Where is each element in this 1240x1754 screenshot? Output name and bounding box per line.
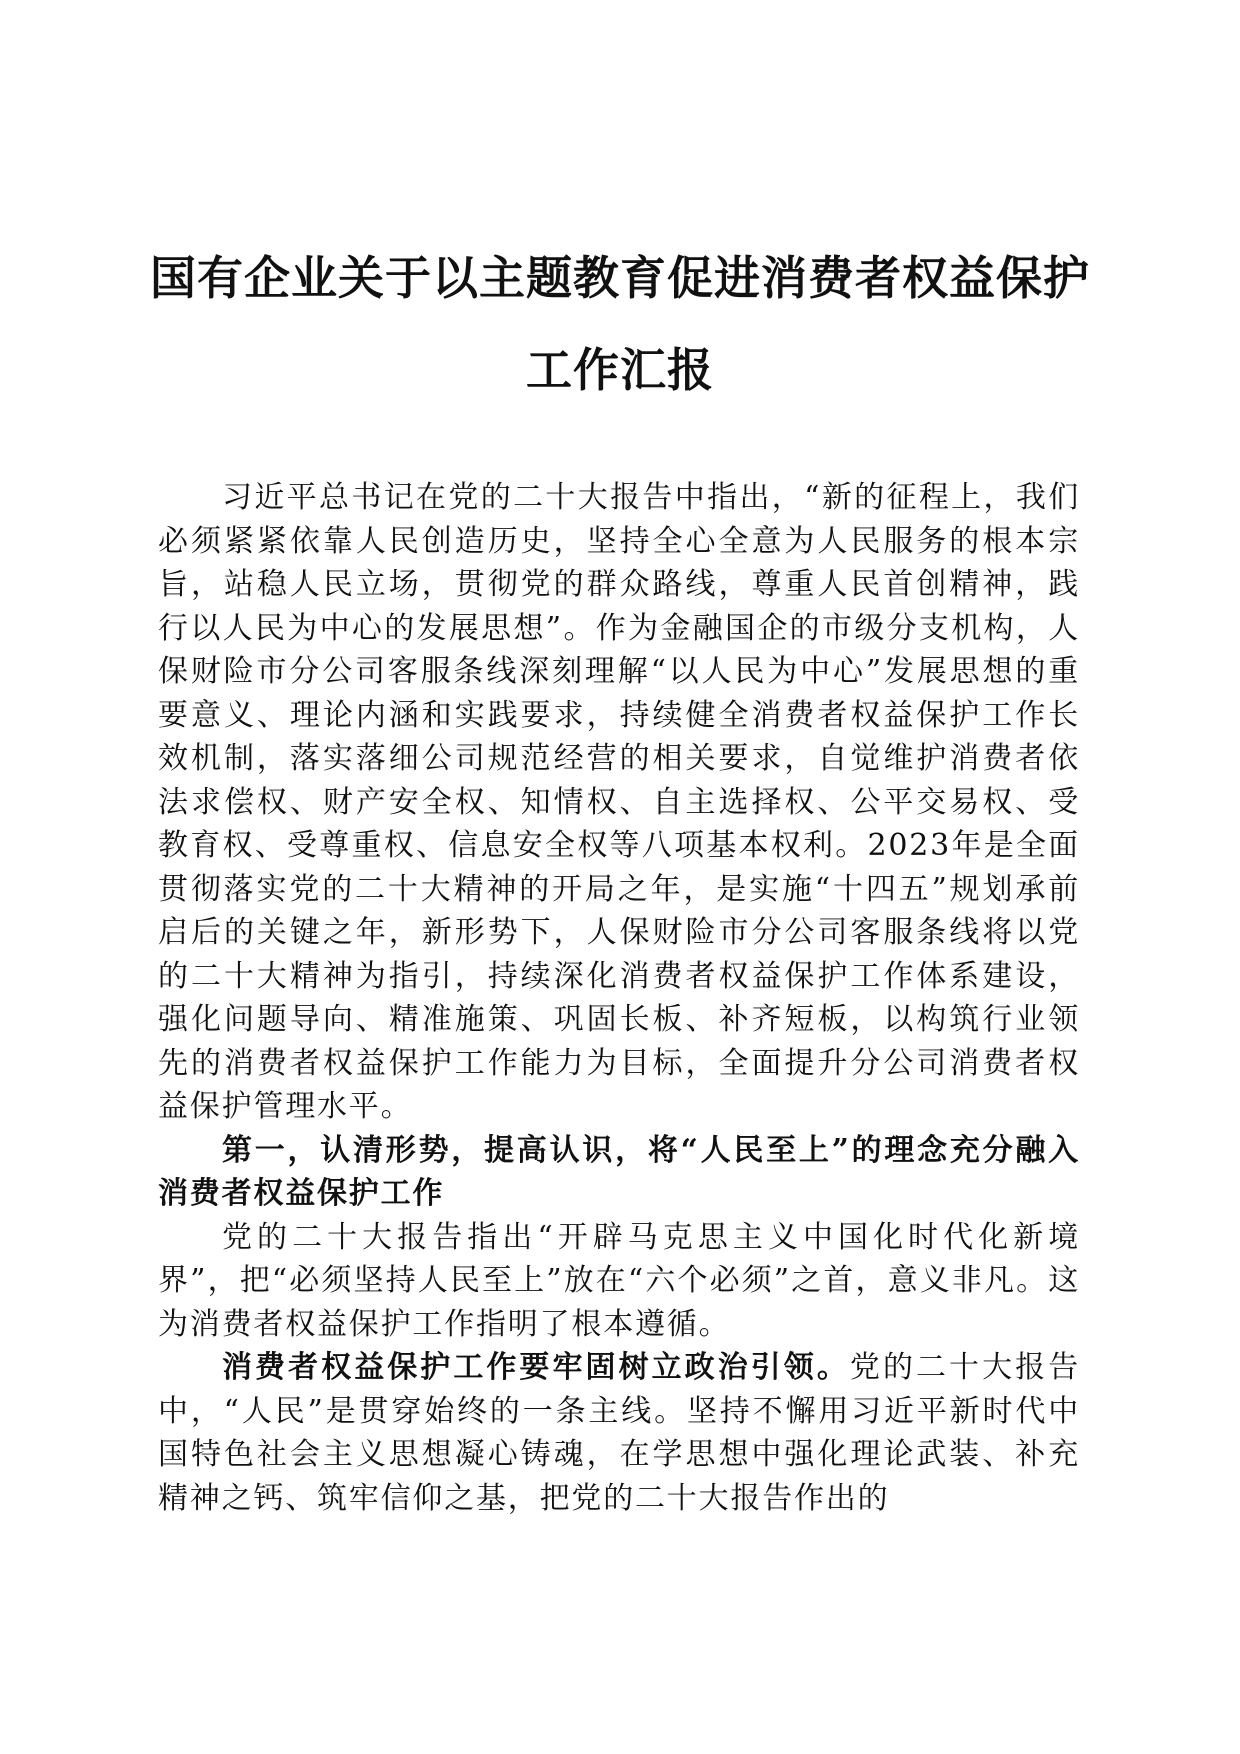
- paragraph-3-text: 党的二十大报告中，“人民”是贯穿始终的一条主线。坚持不懈用习近平新时代中国特色社会主义思想凝心铸魂，在学思想中强化理论武装、补充精神之钙、筑牢信仰之基，把党的二十大报告作出的: [158, 1350, 1080, 1516]
- paragraph-2: 党的二十大报告指出“开辟马克思主义中国化时代化新境界”，把“必须坚持人民至上”放在“六个必须”之首，意义非凡。这为消费者权益保护工作指明了根本遵循。: [158, 1219, 1080, 1342]
- paragraph-intro: 习近平总书记在党的二十大报告中指出，“新的征程上，我们必须紧紧依靠人民创造历史，坚持全心全意为人民服务的根本宗旨，站稳人民立场，贯彻党的群众路线，尊重人民首创精神，践行以人民为中心的发展思想”。作为金融国企的市级分支机构，人保财险市分公司客服条线深刻理解“以人民为中心”发展思想的重要意义、理论内涵和实践要求，持续健全消费者权益保护工作长效机制，落实落细公司规范经营的相关要求，自觉维护消费者依法求偿权、财产安全权、知情权、自主选择权、公平交易权、受教育权、受尊重权、信息安全权等八项基本权利。2023年是全面贯彻落实党的二十大精神的开局之年，是实施“十四五”规划承前启后的关键之年，新形势下，人保财险市分公司客服条线将以党的二十大精神为指引，持续深化消费者权益保护工作体系建设，强化问题导向、精准施策、巩固长板、补齐短板，以构筑行业领先的消费者权益保护工作能力为目标，全面提升分公司消费者权益保护管理水平。: [158, 480, 1080, 1124]
- title-line-2: 工作汇报: [526, 343, 714, 397]
- paragraph-3: [158, 1346, 1080, 1520]
- title-line-1: 国有企业关于以主题教育促进消费者权益保护: [150, 251, 1090, 305]
- document-body: [158, 476, 1080, 1520]
- document-title: [140, 232, 1100, 416]
- paragraph-3-lead: 消费者权益保护工作要牢固树立政治引领。: [222, 1350, 850, 1385]
- section-heading-1: 第一，认清形势，提高认识，将“人民至上”的理念充分融入消费者权益保护工作: [158, 1132, 1080, 1211]
